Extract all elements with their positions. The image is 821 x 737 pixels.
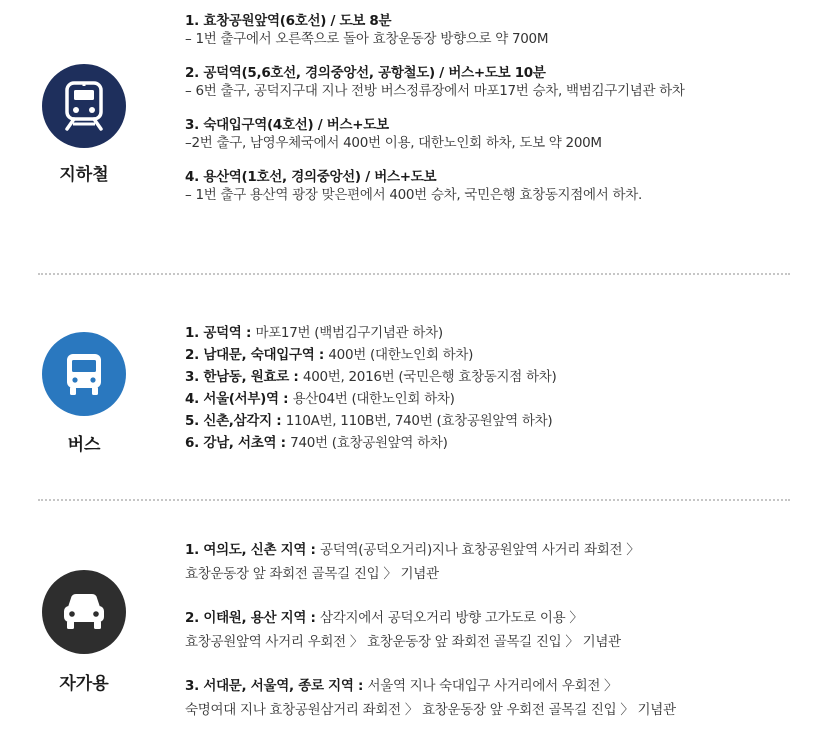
car-route-line1: 공덕역(공덕오거리)지나 효창공원앞역 사거리 좌회전 〉	[320, 542, 640, 558]
bus-icon	[64, 351, 104, 397]
bus-line	[185, 344, 811, 366]
bus-route: 740번 (효창공원앞역 하차)	[290, 435, 448, 451]
bus-icon-circle	[42, 332, 126, 416]
subway-entry-detail: – 1번 출구에서 오른쪽으로 돌아 효창운동장 방향으로 약 700M	[185, 31, 549, 47]
subway-entry	[185, 116, 811, 152]
car-entry	[185, 674, 811, 722]
subway-entry	[185, 64, 811, 100]
bus-label: 버스	[67, 435, 101, 455]
bus-stop-name: 2. 남대문, 숙대입구역 :	[185, 347, 329, 363]
car-entry	[185, 606, 811, 654]
bus-section	[0, 276, 821, 498]
bus-stop-name: 5. 신촌,삼각지 :	[185, 413, 286, 429]
car-icon-circle	[42, 570, 126, 654]
bus-line	[185, 432, 811, 454]
bus-route: 용산04번 (대한노인회 하차)	[292, 391, 455, 407]
car-region-name: 3. 서대문, 서울역, 종로 지역 :	[185, 678, 368, 694]
bus-line	[185, 388, 811, 410]
bus-stop-name: 4. 서울(서부)역 :	[185, 391, 293, 407]
bus-route: 110A번, 110B번, 740번 (효창공원앞역 하차)	[285, 413, 553, 429]
car-region-name: 1. 여의도, 신촌 지역 :	[185, 542, 321, 558]
car-entry	[185, 538, 811, 586]
bus-line	[185, 366, 811, 388]
section-divider	[38, 499, 790, 501]
subway-train-icon	[62, 81, 106, 131]
bus-stop-name: 3. 한남동, 원효로 :	[185, 369, 303, 385]
section-divider	[38, 273, 790, 275]
subway-entry-detail: – 6번 출구, 공덕지구대 지나 전방 버스정류장에서 마포17번 승차, 백범김구기념관 하차	[185, 83, 685, 99]
subway-section	[0, 0, 821, 270]
subway-entry-title: 2. 공덕역(5,6호선, 경의중앙선, 공항철도) / 버스+도보 10분	[185, 65, 546, 81]
car-region-name: 2. 이태원, 용산 지역 :	[185, 610, 321, 626]
bus-route: 400번 (대한노인회 하차)	[328, 347, 474, 363]
car-route-line1: 서울역 지나 숙대입구 사거리에서 우회전 〉	[367, 678, 618, 694]
bus-route: 마포17번 (백범김구기념관 하차)	[255, 325, 443, 341]
subway-entry	[185, 168, 811, 204]
subway-entry-title: 4. 용산역(1호선, 경의중앙선) / 버스+도보	[185, 169, 437, 185]
car-label: 자가용	[59, 674, 109, 694]
bus-line	[185, 322, 811, 344]
bus-stop-name: 1. 공덕역 :	[185, 325, 256, 341]
car-icon	[61, 592, 107, 632]
bus-lines	[185, 322, 811, 454]
subway-entry	[185, 12, 811, 48]
car-route-line2: 효창운동장 앞 좌회전 골목길 진입 〉 기념관	[185, 566, 439, 582]
bus-stop-name: 6. 강남, 서초역 :	[185, 435, 291, 451]
car-route-line2: 효창공원앞역 사거리 우회전 〉 효창운동장 앞 좌회전 골목길 진입 〉 기념관	[185, 634, 621, 650]
car-section	[0, 502, 821, 737]
bus-line	[185, 410, 811, 432]
subway-label: 지하철	[59, 165, 109, 185]
bus-route: 400번, 2016번 (국민은행 효창동지점 하차)	[302, 369, 557, 385]
subway-entry-detail: –2번 출구, 남영우체국에서 400번 이용, 대한노인회 하차, 도보 약 200M	[185, 135, 602, 151]
subway-icon-circle	[42, 64, 126, 148]
subway-entry-title: 3. 숙대입구역(4호선) / 버스+도보	[185, 117, 389, 133]
subway-entry-detail: – 1번 출구 용산역 광장 맞은편에서 400번 승차, 국민은행 효창동지점에서 하차.	[185, 187, 642, 203]
car-route-line1: 삼각지에서 공덕오거리 방향 고가도로 이용 〉	[320, 610, 583, 626]
subway-entry-title: 1. 효창공원앞역(6호선) / 도보 8분	[185, 13, 392, 29]
car-entries	[185, 538, 811, 722]
car-route-line2: 숙명여대 지나 효창공원삼거리 좌회전 〉 효창운동장 앞 우회전 골목길 진입 〉 기념관	[185, 702, 676, 718]
subway-entries	[185, 12, 811, 204]
